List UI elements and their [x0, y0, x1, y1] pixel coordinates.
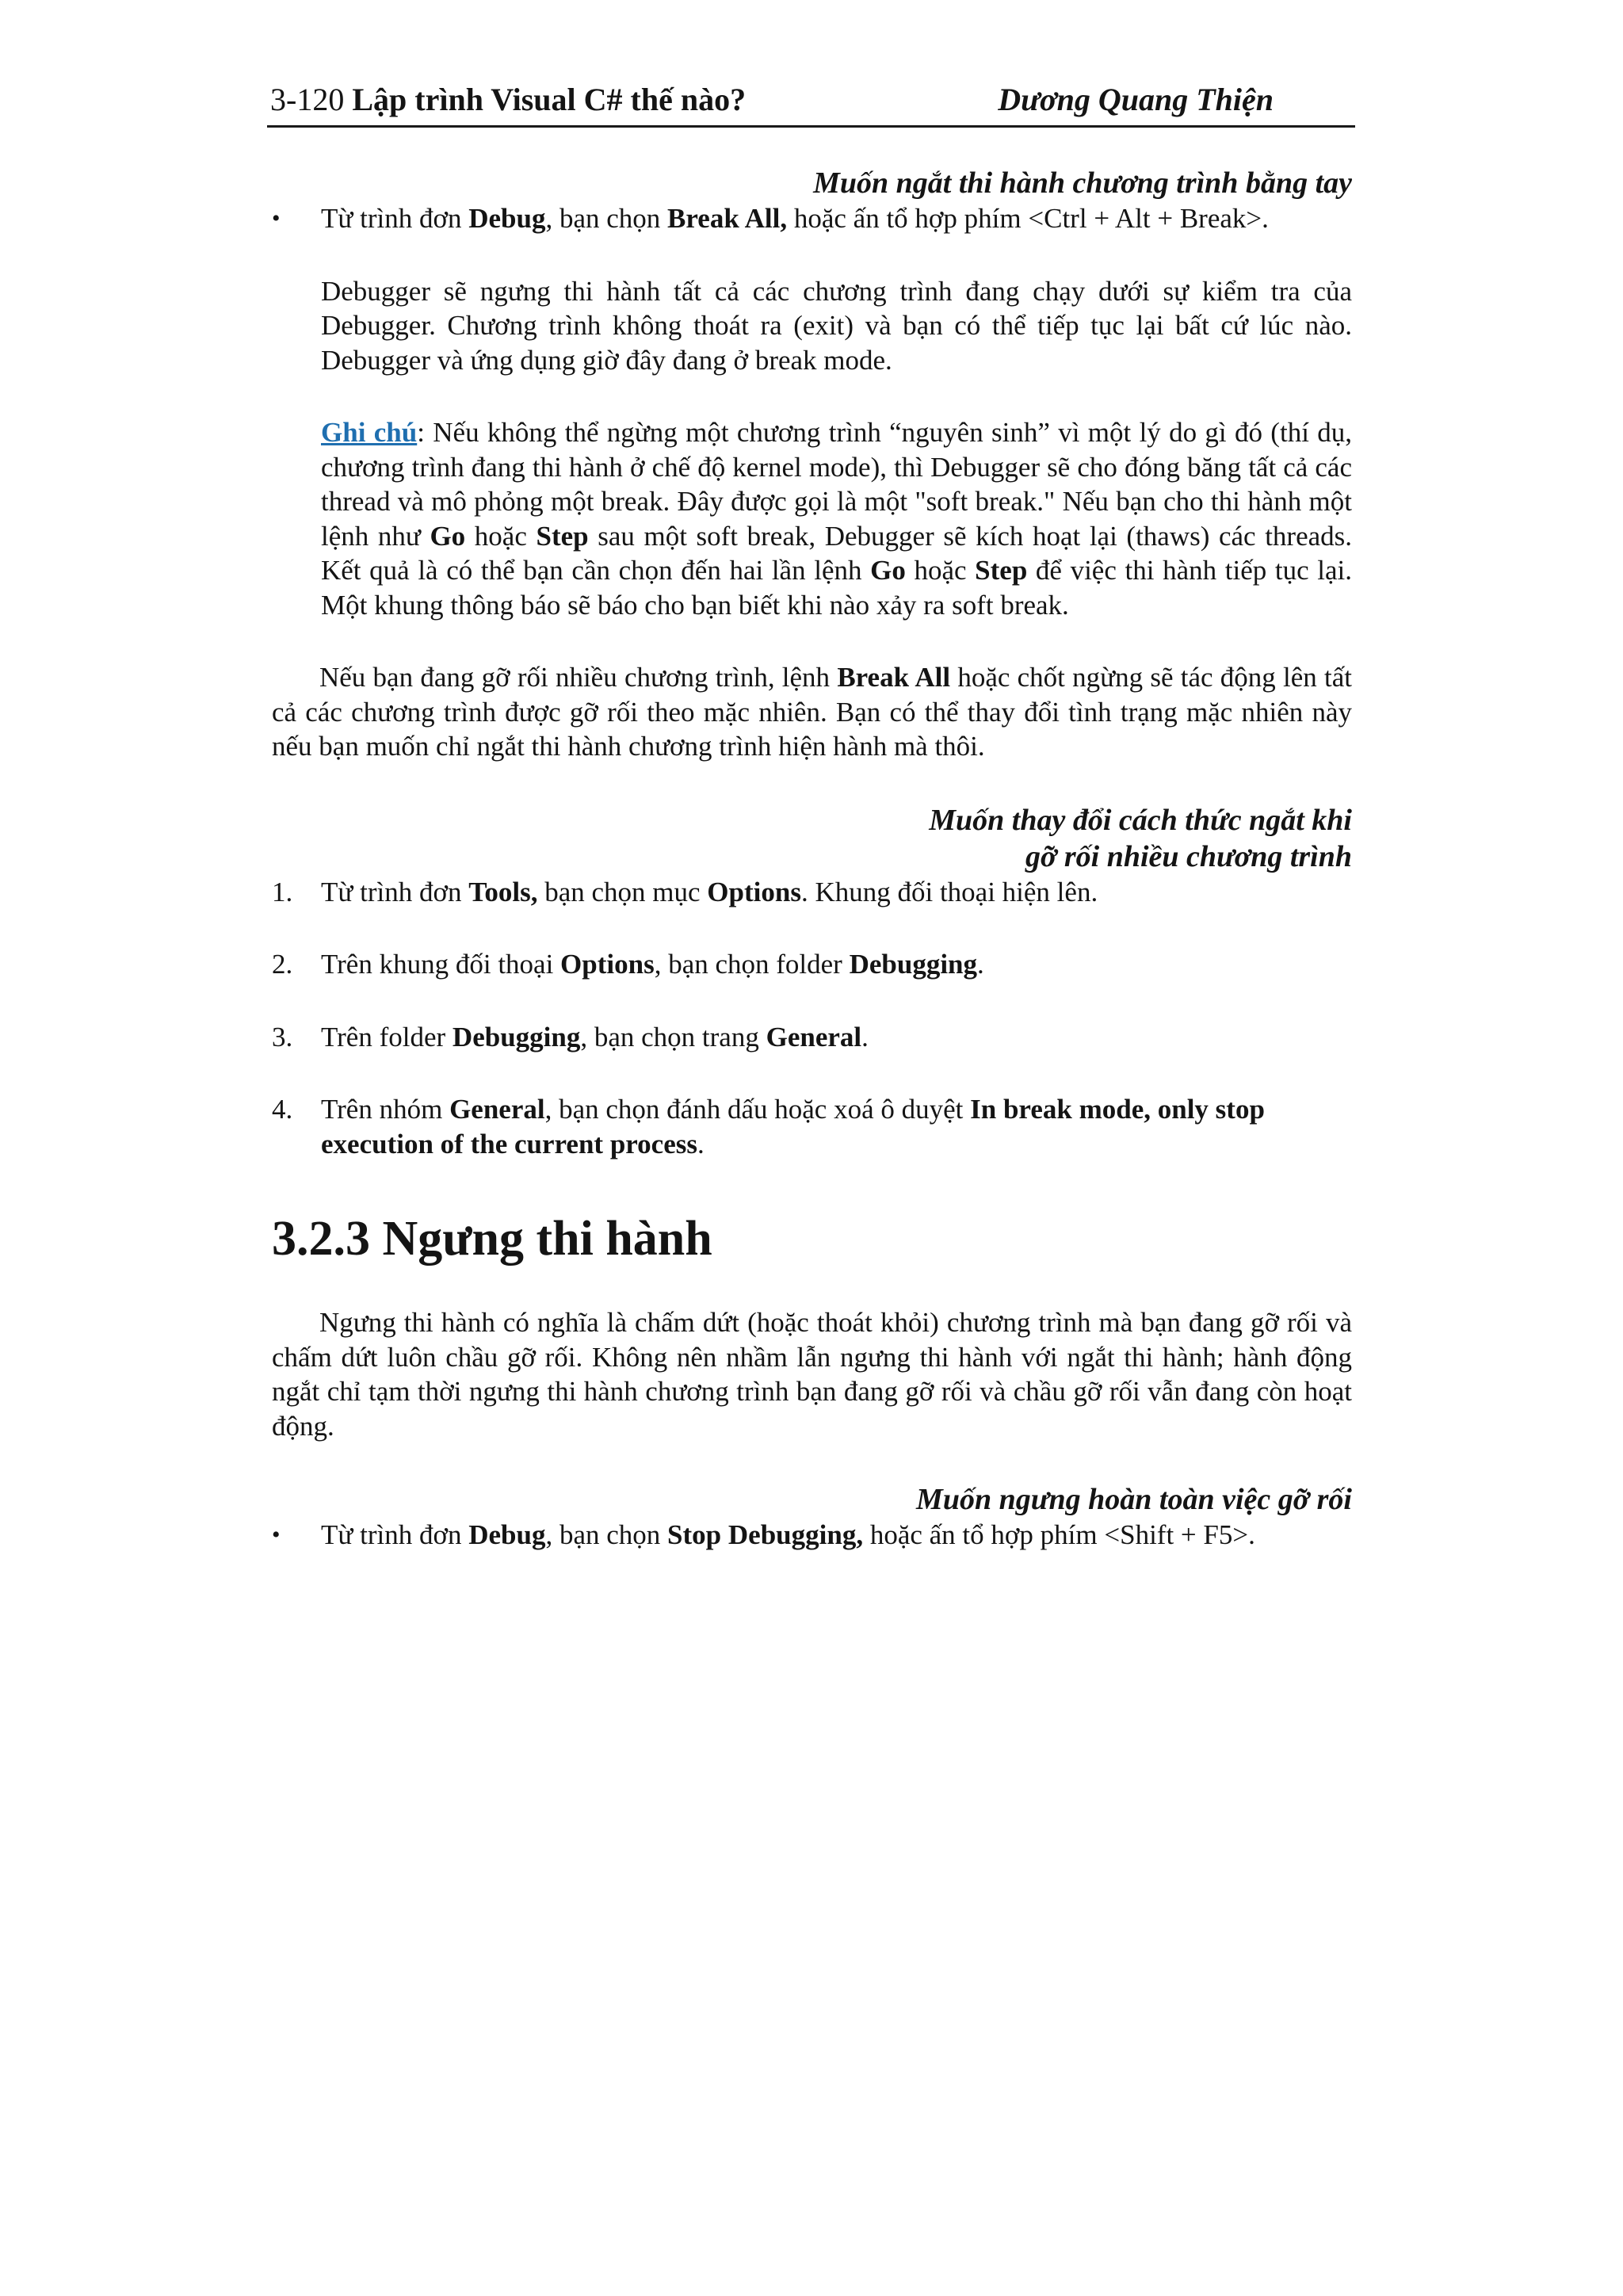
numbered-step: 3. Trên folder Debugging, bạn chọn trang General. [272, 1020, 1352, 1055]
subheading-stop-debugging: Muốn ngưng hoàn toàn việc gỡ rối [916, 1483, 1352, 1516]
bullet-item: • Từ trình đơn Debug, bạn chọn Stop Debugging, hoặc ấn tổ hợp phím <Shift + F5>. [272, 1518, 1352, 1553]
step-number: 4. [272, 1094, 293, 1125]
author-name: Dương Quang Thiện [998, 82, 1274, 117]
page-number: 3-120 [270, 82, 345, 117]
paragraph: Ngưng thi hành có nghĩa là chấm dứt (hoặc thoát khỏi) chương trình mà bạn đang gỡ rối và chấm dứt luôn chầu gỡ rối. Không nên nhầm lẫn ngưng thi hành với ngắt thi hành; hành động ngắt chỉ tạm thời ngưng thi hành chương trình bạn đang gỡ rối và chầu gỡ rối vẫn đang còn hoạt động. [272, 1307, 1352, 1442]
note-label-link[interactable]: Ghi chú [321, 417, 418, 448]
paragraph: Nếu bạn đang gỡ rối nhiều chương trình, lệnh Break All hoặc chốt ngừng sẽ tác động lên tất cả các chương trình được gỡ rối theo mặc nhiên. Bạn có thể thay đổi tình trạng mặc nhiên này nếu bạn muốn chỉ ngắt thi hành chương trình hiện hành mà thôi. [272, 662, 1352, 762]
paragraph: Debugger sẽ ngưng thi hành tất cả các chương trình đang chạy dưới sự kiểm tra của Debugger. Chương trình không thoát ra (exit) và bạn có thể tiếp tục lại bất cứ lúc nào. Debugger và ứng dụng giờ đây đang ở break mode. [321, 275, 1352, 376]
section-title: 3.2.3 Ngưng thi hành [272, 1212, 712, 1266]
page-header [267, 74, 1355, 128]
subheading-change-break-behavior: Muốn thay đổi cách thức ngắt khi gỡ rối nhiều chương trình [929, 803, 1352, 873]
numbered-step: 2. Trên khung đối thoại Options, bạn chọn folder Debugging. [272, 947, 1352, 982]
note-paragraph: Ghi chú: Nếu không thể ngừng một chương trình “nguyên sinh” vì một lý do gì đó (thí dụ, chương trình đang thi hành ở chế độ kernel mode), thì Debugger sẽ cho đóng băng tất cả các thread và mô phỏng một break. Đây được gọi là một "soft break." Nếu bạn cho thi hành một lệnh như Go hoặc Step sau một soft break, Debugger sẽ kích hoạt lại (thaws) các threads. Kết quả là có thể bạn cần chọn đến hai lần lệnh Go hoặc Step để việc thi hành tiếp tục lại. Một khung thông báo sẽ báo cho bạn biết khi nào xảy ra soft break. [321, 417, 1353, 621]
bullet-icon: • [272, 205, 281, 231]
book-title: Lập trình Visual C# thế nào? [352, 82, 747, 117]
page-content [272, 165, 1352, 1553]
header-left [270, 74, 746, 125]
subheading-break-manually: Muốn ngắt thi hành chương trình bằng tay [813, 166, 1352, 200]
step-number: 3. [272, 1021, 293, 1052]
bullet-icon: • [272, 1522, 281, 1548]
step-number: 1. [272, 876, 293, 907]
bullet-item: • Từ trình đơn Debug, bạn chọn Break All, hoặc ấn tổ hợp phím <Ctrl + Alt + Break>. [272, 201, 1352, 236]
step-number: 2. [272, 949, 293, 980]
numbered-step: 1. Từ trình đơn Tools, bạn chọn mục Options. Khung đối thoại hiện lên. [272, 875, 1352, 910]
numbered-step: 4. Trên nhóm General, bạn chọn đánh dấu hoặc xoá ô duyệt In break mode, only stop execution of the current process. [272, 1094, 1265, 1159]
